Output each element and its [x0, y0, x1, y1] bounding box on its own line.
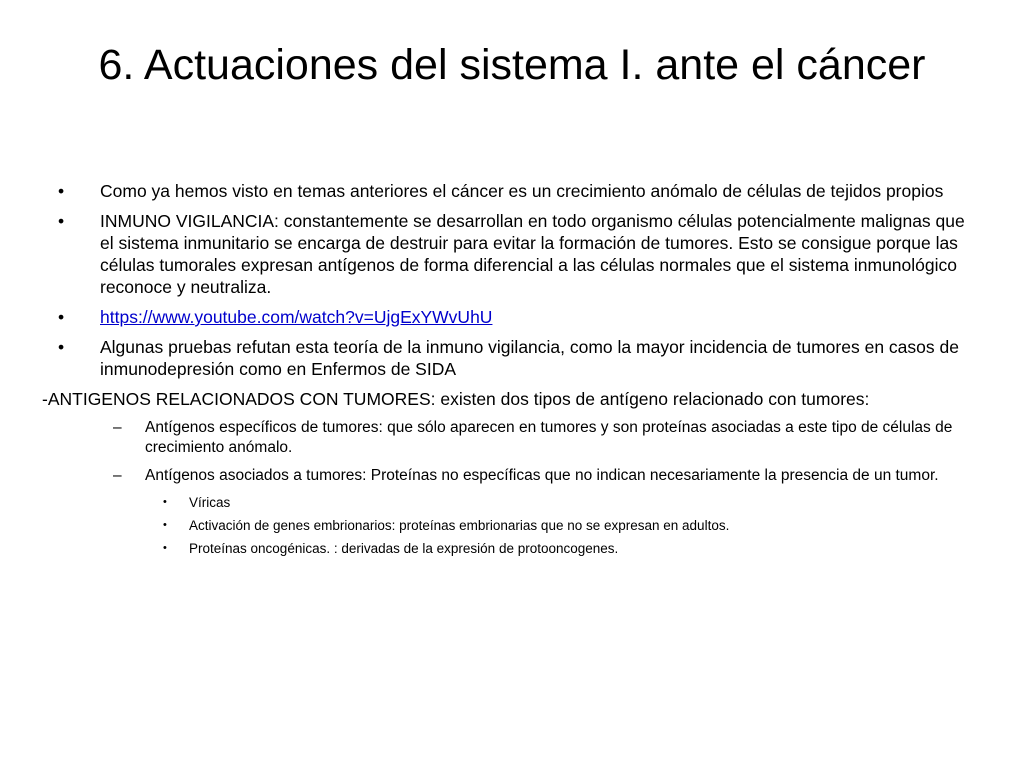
antigen-subtype-text: Víricas: [189, 495, 231, 510]
antigen-subtype-text: Proteínas oncogénicas. : derivadas de la expresión de protooncogenes.: [189, 541, 619, 556]
antigen-subtype-item: [58, 494, 968, 511]
youtube-link[interactable]: https://www.youtube.com/watch?v=UjgExYWvUhU: [100, 307, 493, 327]
bullet-text: Algunas pruebas refutan esta teoría de la inmuno vigilancia, como la mayor incidencia de tumores en casos de inmunodepresión como en Enfermos de SIDA: [100, 337, 959, 379]
slide-content: [42, 180, 968, 563]
antigen-type-text: Antígenos específicos de tumores: que sólo aparecen en tumores y son proteínas asociadas a este tipo de células de crecimiento anómalo.: [145, 419, 953, 456]
bullet-item: [58, 336, 968, 380]
antigen-subtype-item: [58, 517, 968, 534]
dash-marker: –: [113, 467, 122, 484]
antigen-type-item: [58, 466, 968, 486]
antigens-intro: -ANTIGENOS RELACIONADOS CON TUMORES: existen dos tipos de antígeno relacionado con tumores:: [42, 389, 870, 409]
bullet-text: INMUNO VIGILANCIA: constantemente se desarrollan en todo organismo células potencialmente malignas que el sistema inmunitario se encarga de destruir para evitar la formación de tumores. Esto se consigue porque las células tumorales expresan antígenos de forma diferencial a las células normales que el sistema inmunológico reconoce y neutraliza.: [100, 211, 965, 297]
bullet-marker: •: [58, 307, 65, 327]
bullet-item: [58, 306, 968, 328]
antigen-type-text: Antígenos asociados a tumores: Proteínas no específicas que no indican necesariamente la presencia de un tumor.: [145, 467, 939, 484]
bullet-marker: •: [163, 496, 167, 508]
bullet-marker: •: [58, 181, 65, 201]
antigen-type-item: [58, 418, 968, 458]
bullet-item: [58, 210, 968, 298]
antigen-subtype-item: [58, 540, 968, 557]
bullet-text: Como ya hemos visto en temas anteriores el cáncer es un crecimiento anómalo de células de tejidos propios: [100, 181, 944, 201]
bullet-marker: •: [58, 211, 65, 231]
bullet-marker: •: [163, 542, 167, 554]
bullet-marker: •: [163, 519, 167, 531]
bullet-marker: •: [58, 337, 65, 357]
bullet-item: [58, 180, 968, 202]
dash-marker: –: [113, 419, 122, 436]
antigen-subtype-text: Activación de genes embrionarios: proteínas embrionarias que no se expresan en adultos.: [189, 518, 730, 533]
slide-title: 6. Actuaciones del sistema I. ante el cáncer: [98, 41, 926, 89]
